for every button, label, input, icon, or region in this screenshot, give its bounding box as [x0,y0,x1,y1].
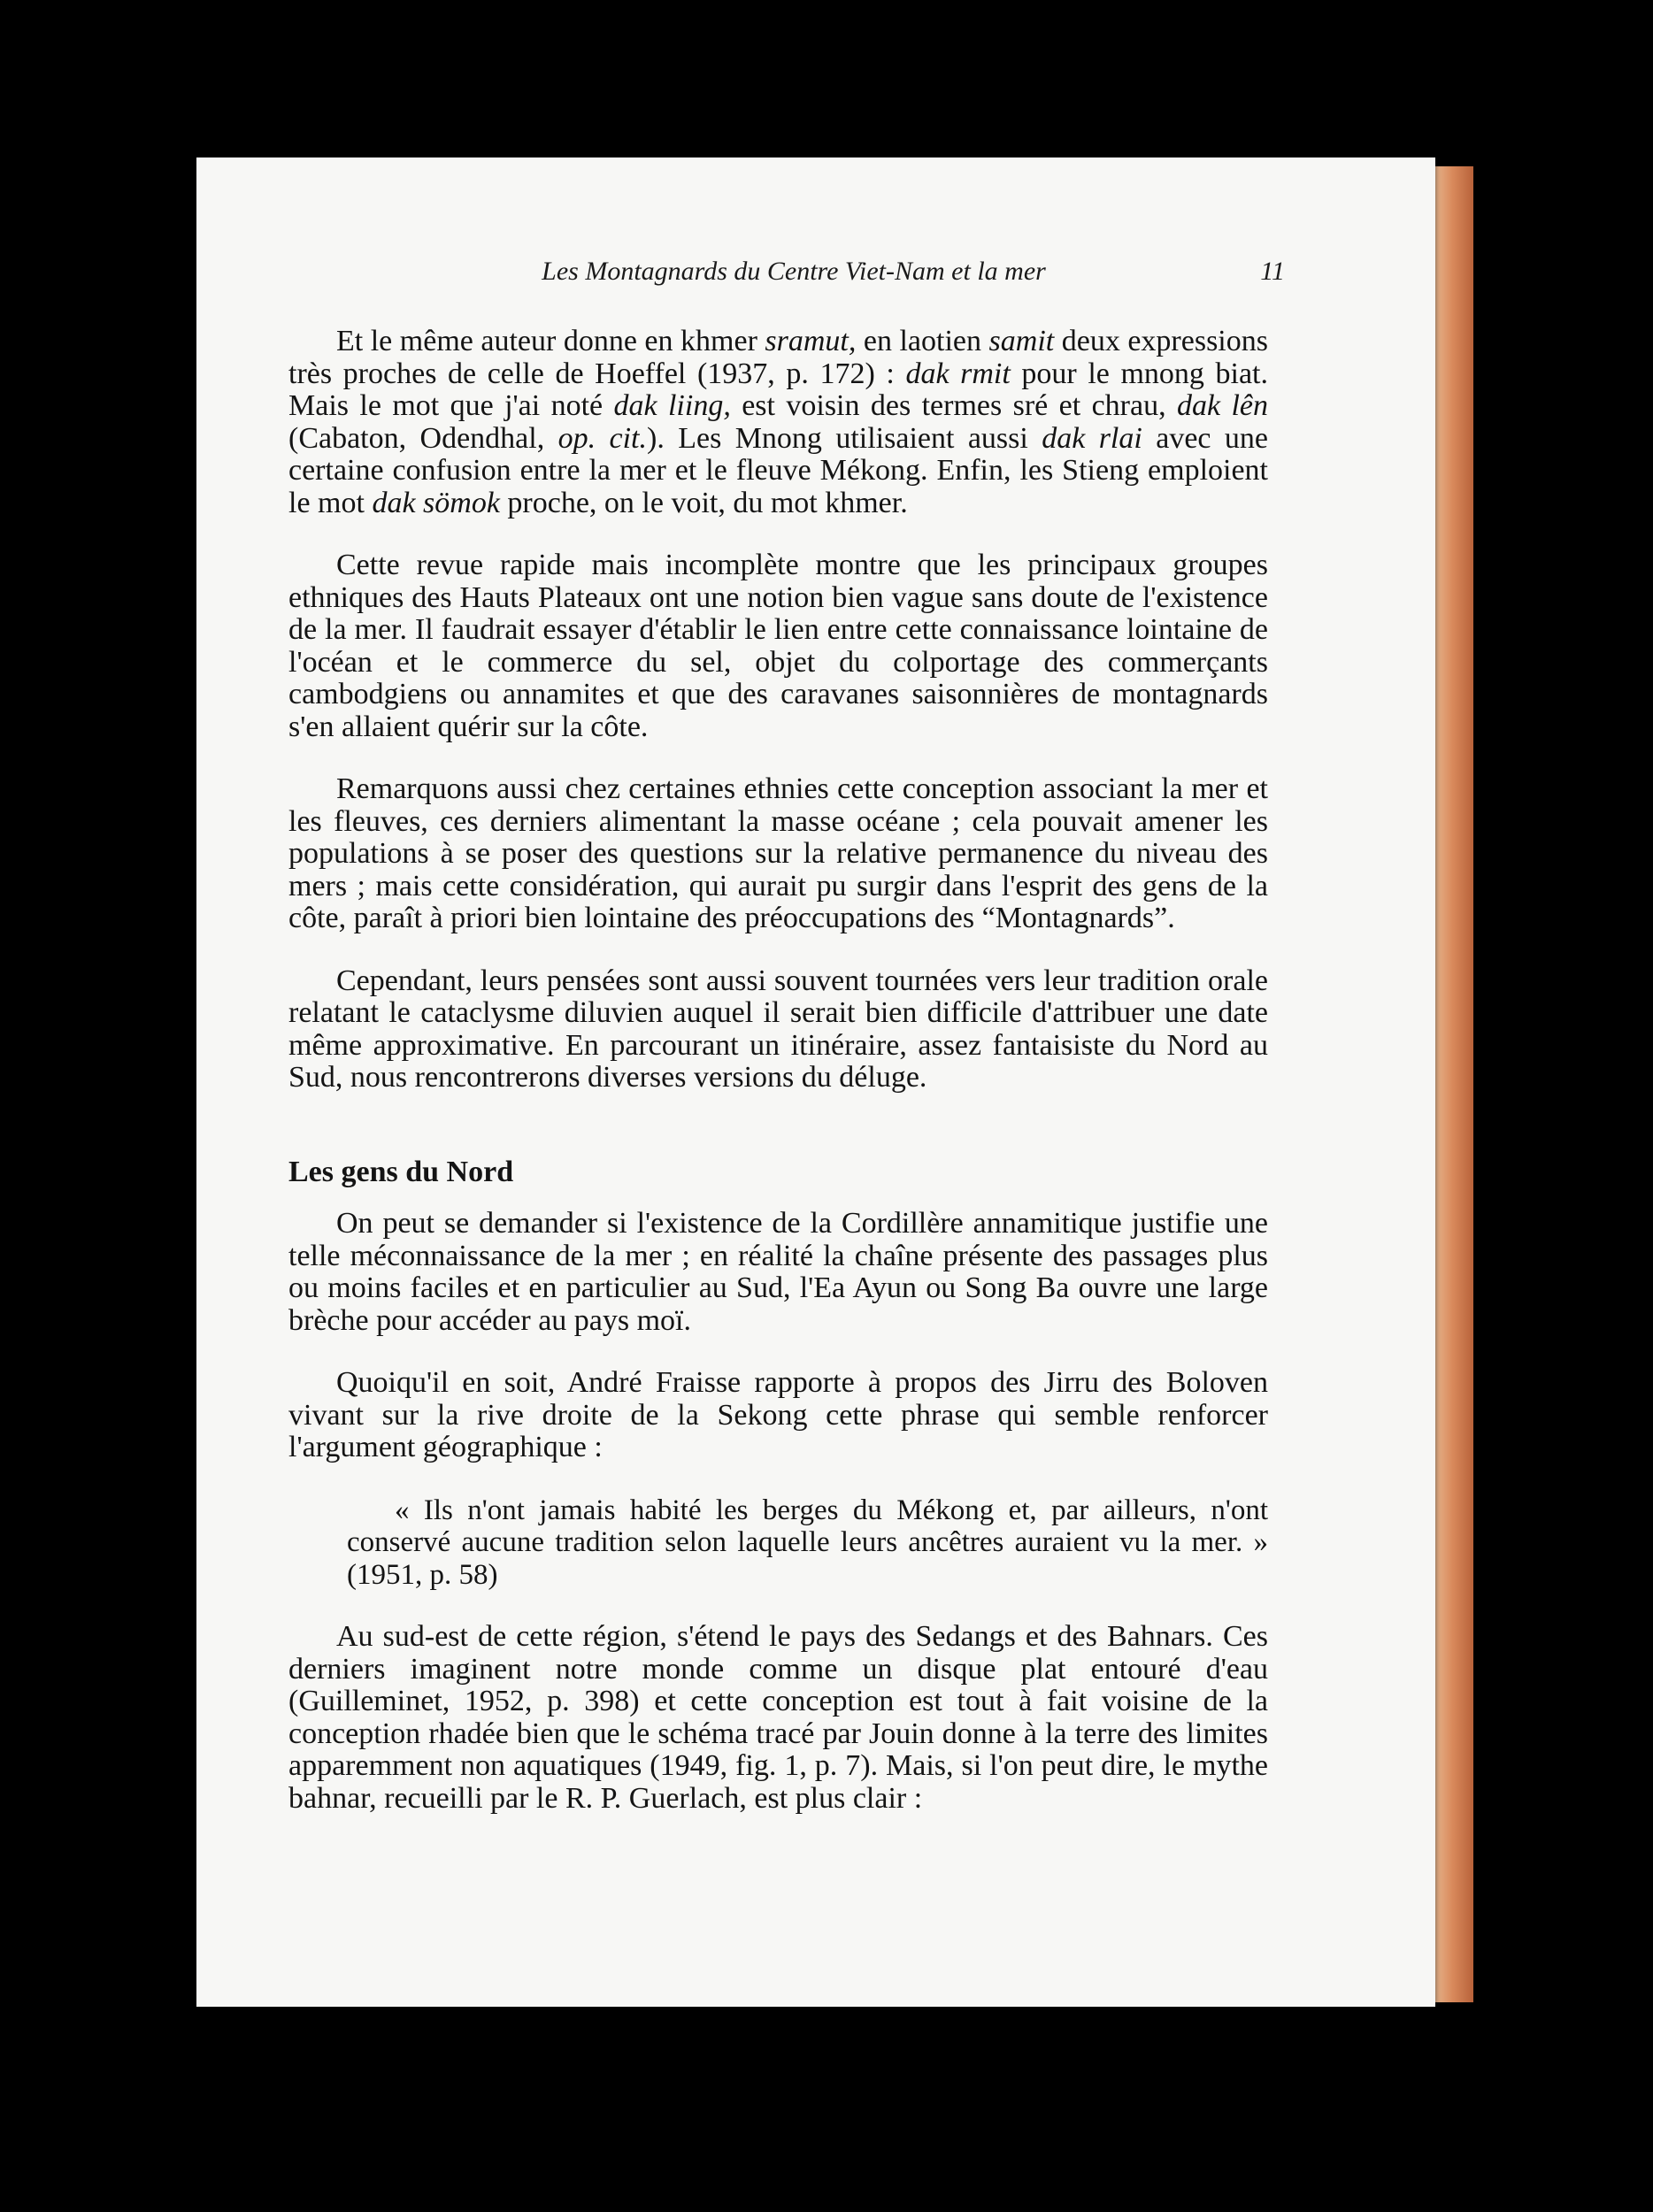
text-run: proche, on le voit, du mot khmer. [499,486,908,519]
text-run: ). Les Mnong utilisaient aussi [647,421,1042,455]
text-run: (Cabaton, Odendhal, [288,421,558,455]
block-quote: « Ils n'ont jamais habité les berges du Mékong et, par ailleurs, n'ont conservé aucune tradition selon laquelle leurs ancêtres auraient vu la mer. » (1951, p. 58) [347,1494,1268,1591]
paragraph-6: Quoiqu'il en soit, André Fraisse rapporte à propos des Jirru des Boloven vivant sur la rive droite de la Sekong cette phrase qui semble renforcer l'argument géographique : [288,1366,1268,1463]
text-run: avec une certaine confusion entre la mer et le fleuve Mékong. Enfin, les Stieng emploient le mot [288,421,1268,519]
italic-term: samit [988,325,1055,357]
page-body [288,326,1268,1815]
text-run: est voisin des termes sré et chrau, [730,389,1177,422]
running-header [303,257,1285,292]
running-title: Les Montagnards du Centre Viet-Nam et la mer [542,257,1046,286]
italic-term: sramut, [765,325,857,357]
italic-term: dak rlai [1042,421,1142,455]
paragraph-4: Cependant, leurs pensées sont aussi souvent tournées vers leur tradition orale relatant le cataclysme diluvien auquel il serait bien difficile d'attribuer une date même approximative. En parcourant un itinéraire, assez fantaisiste du Nord au Sud, nous rencontrerons diverses versions du déluge. [288,964,1268,1094]
text-run: Et le même auteur donne en khmer [336,325,765,357]
paragraph-1 [288,326,1268,519]
paragraph-2: Cette revue rapide mais incomplète montre que les principaux groupes ethniques des Hauts Plateaux ont une notion bien vague sans doute de l'existence de la mer. Il faudrait essayer d'établir le lien entre cette connaissance lointaine de l'océan et le commerce du sel, objet du colportage des commerçants cambodgiens ou annamites et que des caravanes saisonnières de montagnards s'en allaient quérir sur la côte. [288,549,1268,743]
paragraph-7: Au sud-est de cette région, s'étend le pays des Sedangs et des Bahnars. Ces derniers imaginent notre monde comme un disque plat entouré d'eau (Guilleminet, 1952, p. 398) et cette conception est tout à fait voisine de la conception rhadée bien que le schéma tracé par Jouin donne à la terre des limites apparemment non aquatiques (1949, fig. 1, p. 7). Mais, si l'on peut dire, le mythe bahnar, recueilli par le R. P. Guerlach, est plus clair : [288,1620,1268,1815]
italic-term: dak lên [1176,389,1268,422]
paragraph-3: Remarquons aussi chez certaines ethnies cette conception associant la mer et les fleuves, ces derniers alimentant la masse océane ; cela pouvait amener les populations à se poser des questions sur la relative permanence du niveau des mers ; mais cette considération, qui aurait pu surgir dans l'esprit des gens de la côte, paraît à priori bien lointaine des préoccupations des “Montagnards”. [288,772,1268,934]
page-number: 11 [1260,257,1285,286]
text-run: deux expressions très proches de celle de Hoeffel (1937, p. 172) : [288,325,1268,390]
paragraph-5: On peut se demander si l'existence de la Cordillère annamitique justifie une telle méconnaissance de la mer ; en réalité la chaîne présente des passages plus ou moins faciles et en particulier au Sud, l'Ea Ayun ou Song Ba ouvre une large brèche pour accéder au pays moï. [288,1207,1268,1337]
italic-term: dak sömok [372,486,500,519]
italic-term: dak liing, [613,389,731,422]
italic-term: dak rmit [905,357,1011,390]
book-page [196,157,1435,2007]
italic-term: op. cit. [557,421,647,455]
section-heading: Les gens du Nord [288,1155,514,1188]
text-run: en laotien [856,325,989,357]
text-run: pour le mnong biat. Mais le mot que j'ai noté [288,357,1268,422]
